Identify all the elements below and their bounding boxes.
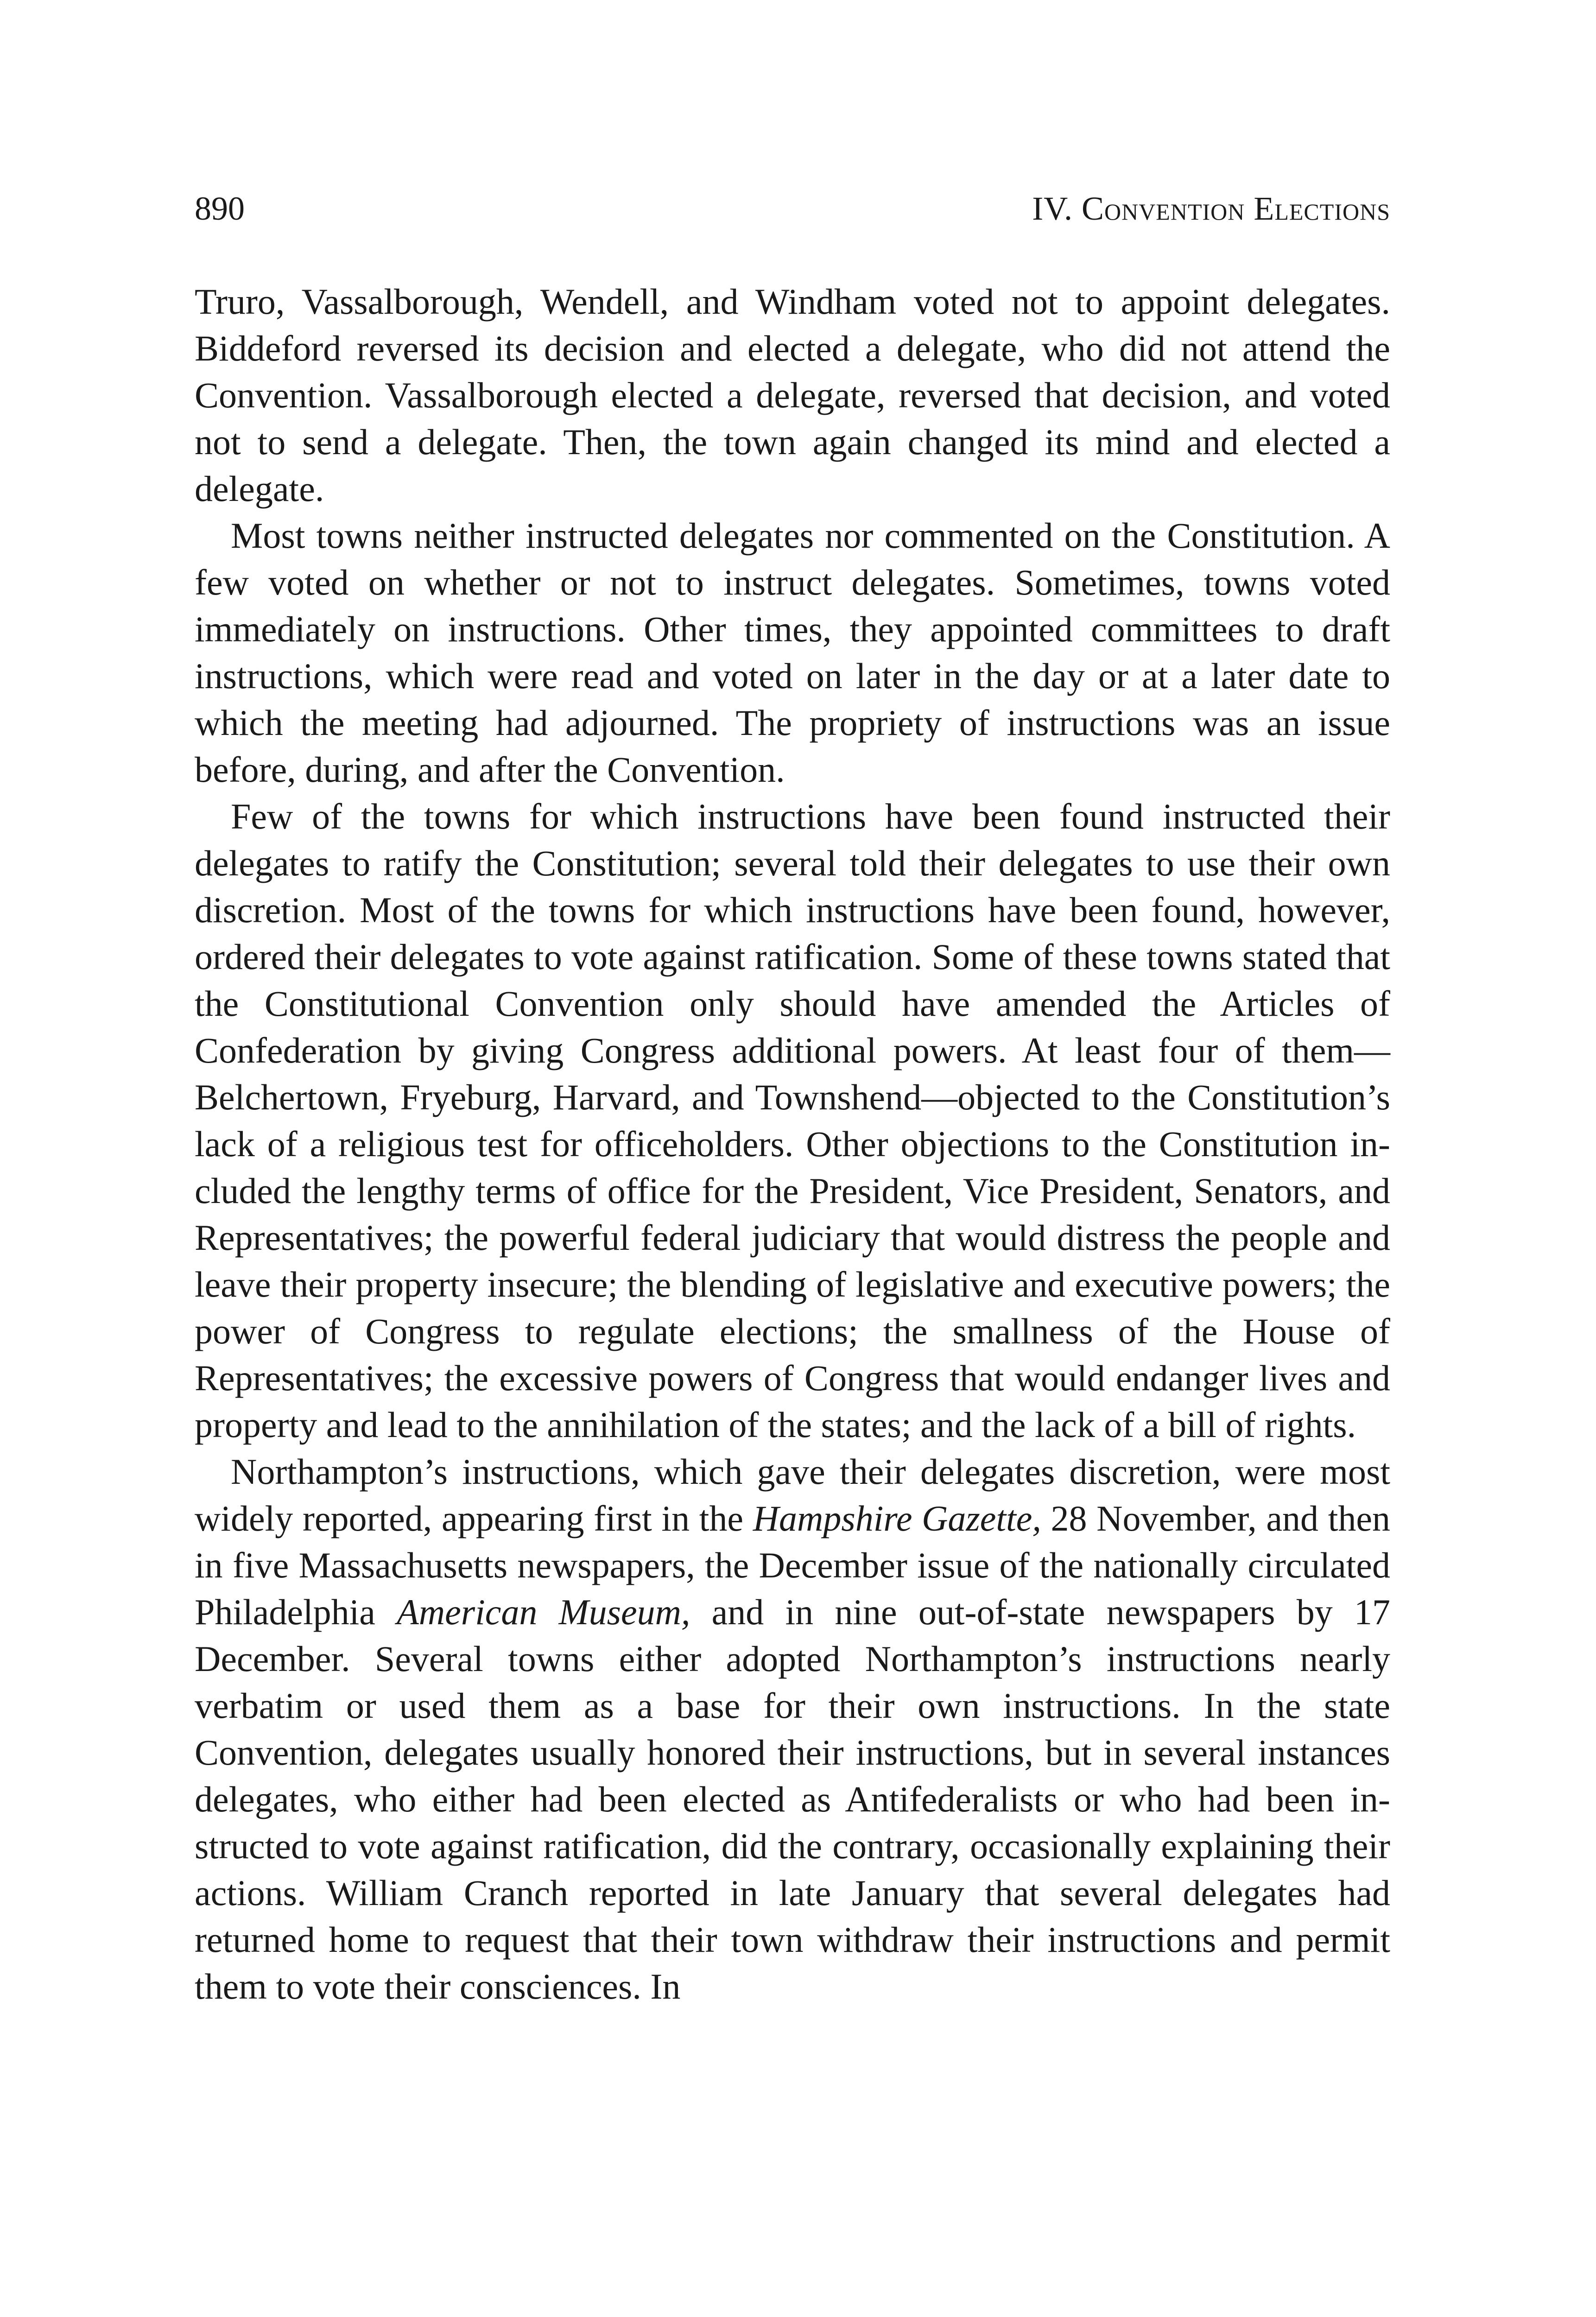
- paragraph-1: Truro, Vassalborough, Wendell, and Windham voted not to appoint delegates. Biddeford reversed its decision and elected a delegate, who did not attend the Convention. Vassalborough elected a delegate, reversed that decision, and voted not to send a delegate. Then, the town again changed its mind and elected a delegate.: [195, 281, 1390, 509]
- running-head: [195, 183, 1390, 234]
- paragraph-4-text-1: Northampton’s instructions, which gave their delegates discretion, were most widely reported, appearing first in the: [195, 1451, 1390, 1538]
- paragraph-2: Most towns neither instructed delegates nor commented on the Constitution. A few voted on whether or not to instruct delegates. Sometimes, towns voted immediately on instructions. Other times, they appointed committees to draft instructions, which were read and voted on later in the day or at a later date to which the meeting had adjourned. The propriety of instructions was an issue before, during, and after the Convention.: [195, 515, 1390, 790]
- paragraph-4-text-2: 28 November, and then in five Massachusetts newspapers, the December issue of the nationally circulated Philadelphia: [195, 1498, 1390, 1632]
- body-text: [195, 278, 1390, 2010]
- paragraph-3: Few of the towns for which instructions have been found instructed their delegates to ratify the Constitution; several told their delegates to use their own discretion. Most of the towns for which instructions have been found, however, ordered their delegates to vote against ratification. Some of these towns stated that the Constitutional Convention only should have amended the Articles of Confederation by giving Congress additional powers. At least four of them—Belchertown, Fryeburg, Harvard, and Townshend—objected to the Constitution’s lack of a religious test for officeholders. Other objections to the Constitution included the lengthy terms of office for the President, Vice President, Senators, and Representatives; the powerful federal judiciary that would distress the people and leave their property insecure; the blending of legislative and executive powers; the power of Congress to regulate elections; the smallness of the House of Representatives; the excessive powers of Congress that would endanger lives and property and lead to the annihilation of the states; and the lack of a bill of rights.: [195, 796, 1390, 1445]
- magazine-title-american-museum: American Museum,: [397, 1592, 690, 1632]
- paragraph-4-text-3: and in nine out-of-state newspapers by 17 December. Several towns either adopted Northampton’s instructions nearly verbatim or used them as a base for their own instructions. In the state Convention, delegates usually honored their instructions, but in several instances delegates, who either had been elected as Antifederalists or who had been instructed to vote against ratification, did the contrary, occasionally explaining their actions. William Cranch reported in late January that several delegates had returned home to request that their town withdraw their instructions and permit them to vote their consciences. In: [195, 1592, 1390, 2007]
- page-number: 890: [195, 190, 245, 227]
- newspaper-title-hampshire-gazette: Hampshire Gazette,: [753, 1498, 1041, 1538]
- section-title: IV. Convention Elections: [1032, 190, 1390, 227]
- paragraph-4: [195, 1448, 1390, 2010]
